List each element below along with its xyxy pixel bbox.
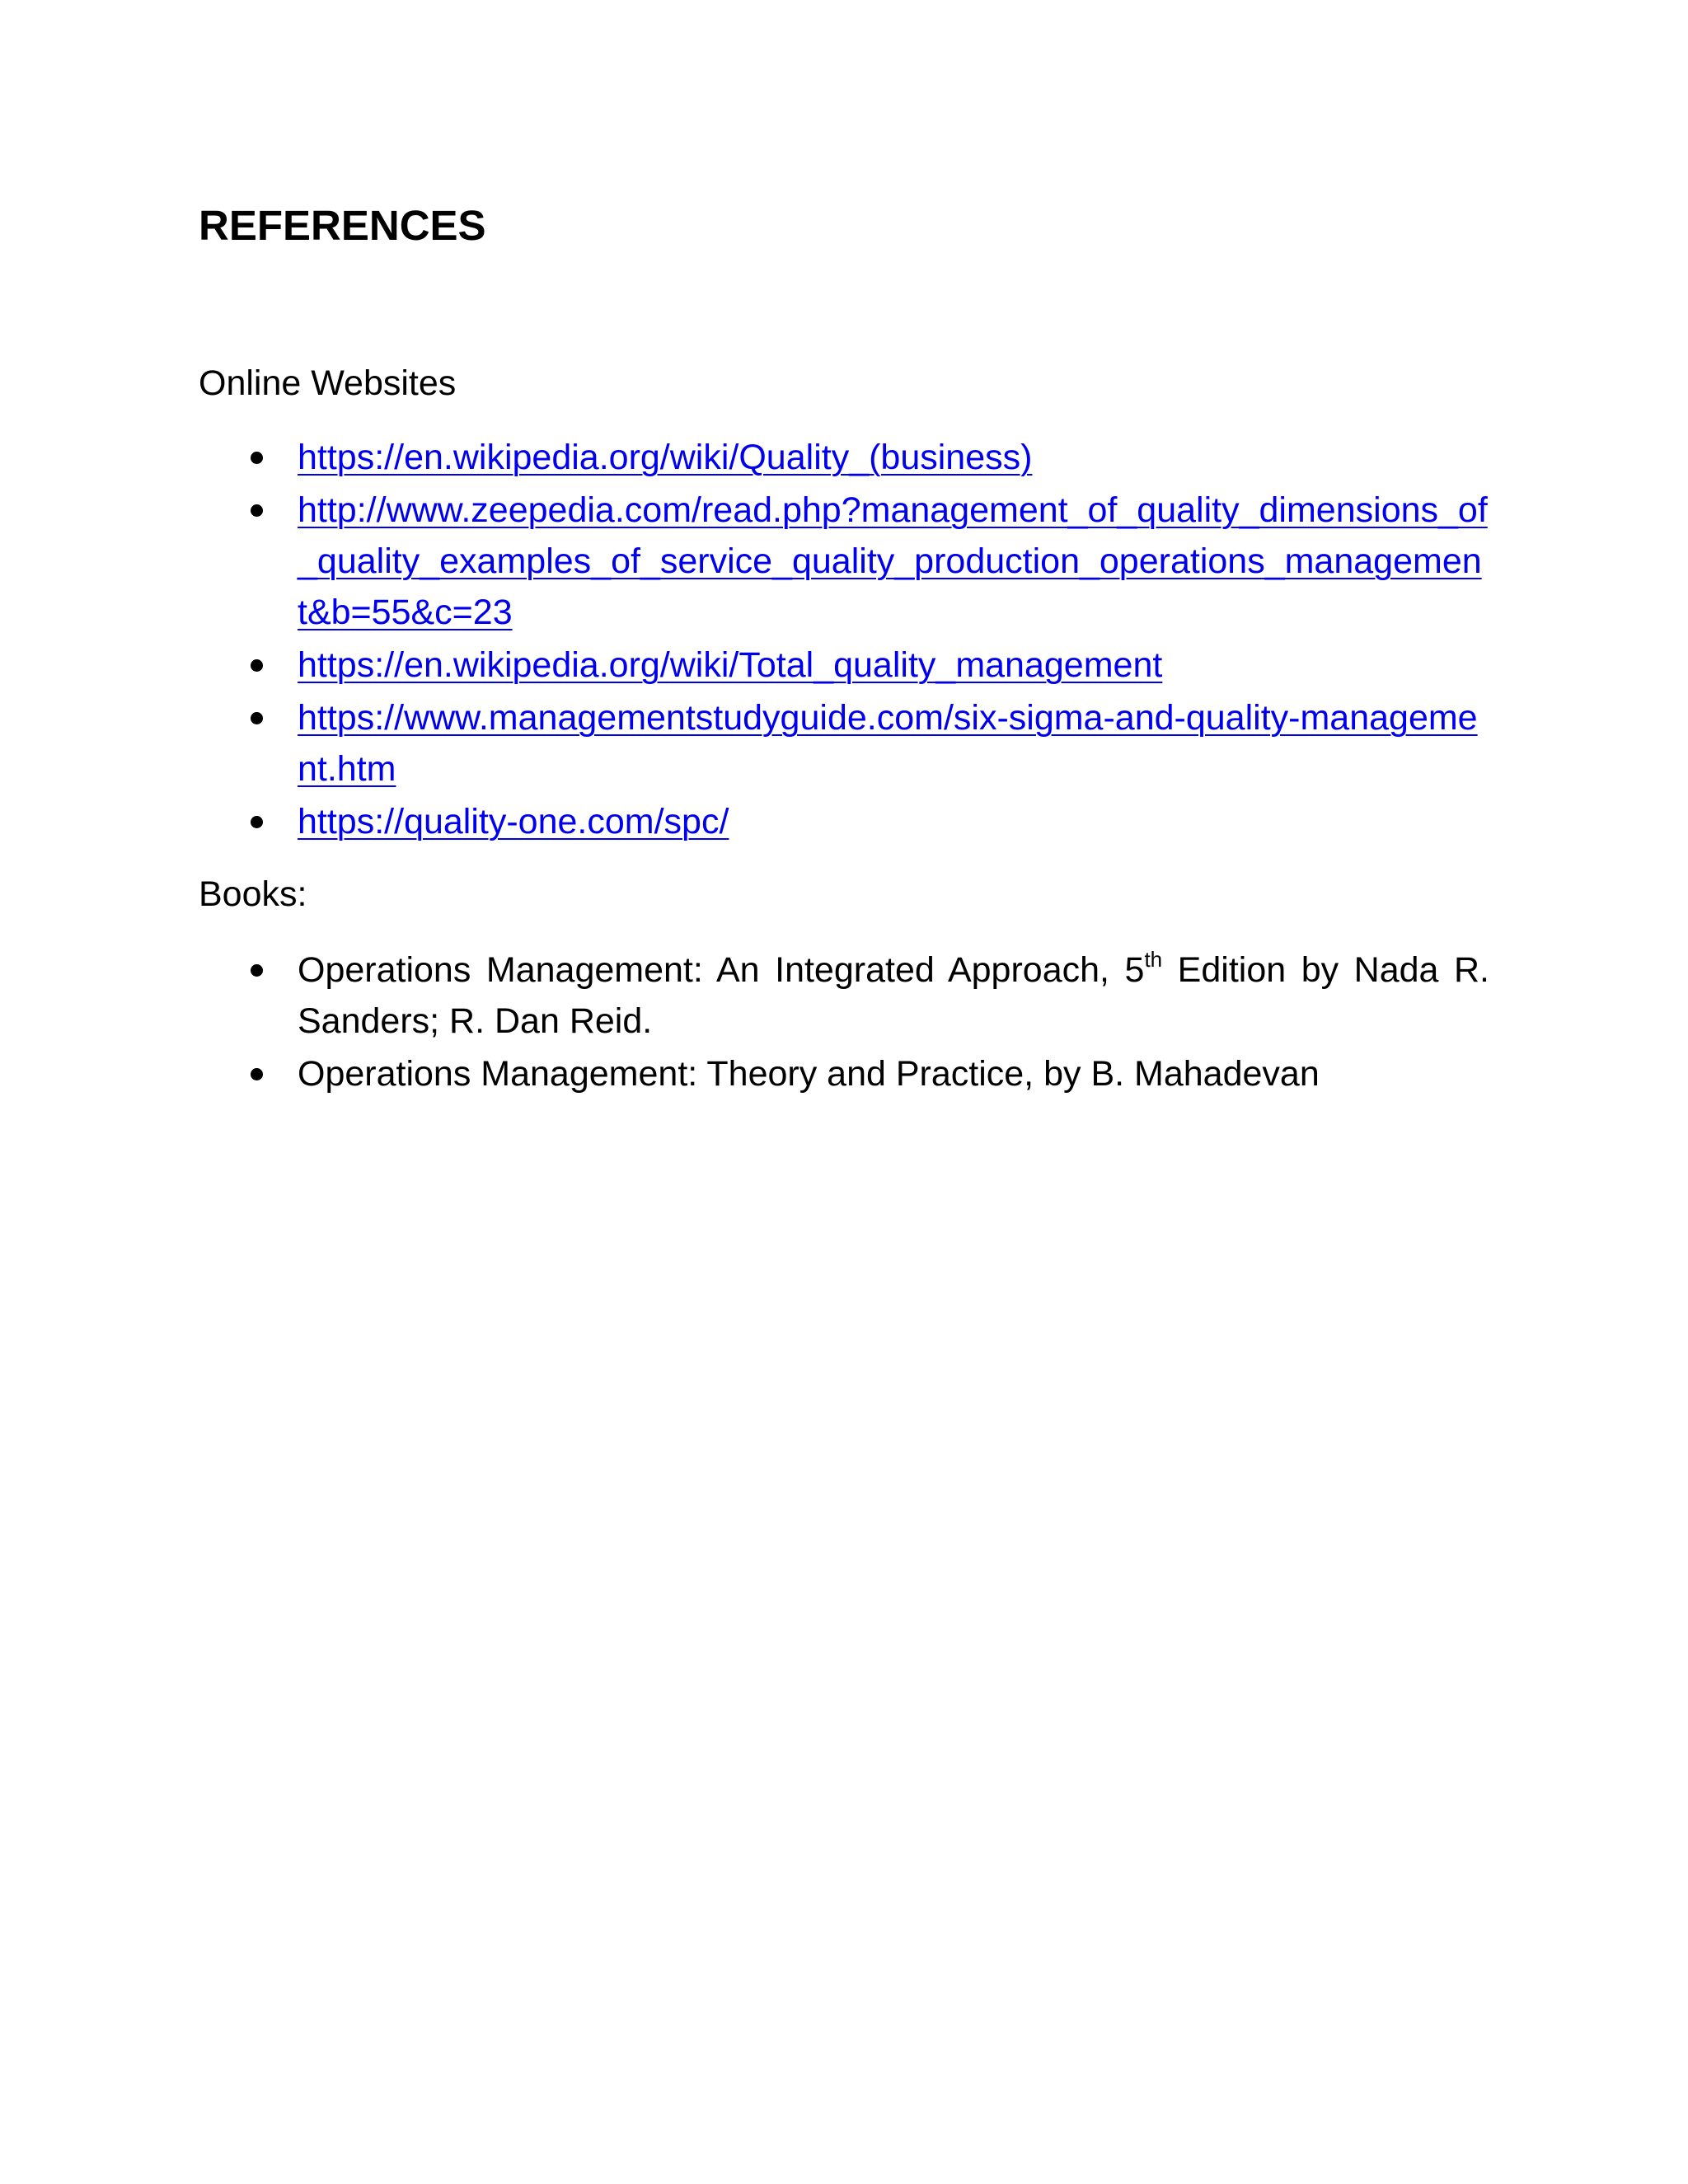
website-link[interactable]: https://en.wikipedia.org/wiki/Quality_(business)	[298, 438, 1033, 477]
website-list-item	[199, 796, 1489, 847]
book-list-item	[199, 1048, 1489, 1099]
book-citation-main: Operations Management: An Integrated Approach, 5	[298, 950, 1145, 990]
website-list-item	[199, 432, 1489, 483]
website-link-text	[298, 432, 1489, 483]
website-link[interactable]: https://www.managementstudyguide.com/six-sigma-and-quality-management.htm	[298, 698, 1478, 789]
book-list	[199, 944, 1489, 1101]
page-title: REFERENCES	[199, 202, 486, 249]
bullet-icon	[251, 452, 263, 464]
website-link[interactable]: https://quality-one.com/spc/	[298, 802, 729, 841]
online-websites-label: Online Websites	[199, 363, 457, 403]
edition-superscript: th	[1144, 947, 1163, 972]
website-list-item	[199, 485, 1489, 638]
bullet-icon	[251, 816, 263, 828]
book-citation	[298, 944, 1489, 1047]
bullet-icon	[251, 659, 263, 672]
website-link-text	[298, 640, 1489, 691]
website-list-item	[199, 640, 1489, 691]
website-list-item	[199, 692, 1489, 794]
website-link-text	[298, 692, 1489, 794]
books-label: Books:	[199, 874, 307, 914]
bullet-icon	[251, 964, 263, 977]
website-list	[199, 432, 1489, 849]
book-list-item	[199, 944, 1489, 1047]
bullet-icon	[251, 504, 263, 517]
website-link-text	[298, 485, 1489, 638]
website-link-text	[298, 796, 1489, 847]
website-link[interactable]: http://www.zeepedia.com/read.php?management_of_quality_dimensions_of_quality_examples_of_service_quality_production_operations_management&b=55&c=23	[298, 490, 1488, 632]
bullet-icon	[251, 1068, 263, 1080]
book-citation	[298, 1048, 1489, 1099]
book-citation-rest: Edition by Nada R. Sanders; R. Dan Reid.	[298, 950, 1489, 1041]
book-citation-main: Operations Management: Theory and Practice, by B. Mahadevan	[298, 1054, 1320, 1094]
website-link[interactable]: https://en.wikipedia.org/wiki/Total_quality_management	[298, 645, 1163, 685]
bullet-icon	[251, 712, 263, 724]
